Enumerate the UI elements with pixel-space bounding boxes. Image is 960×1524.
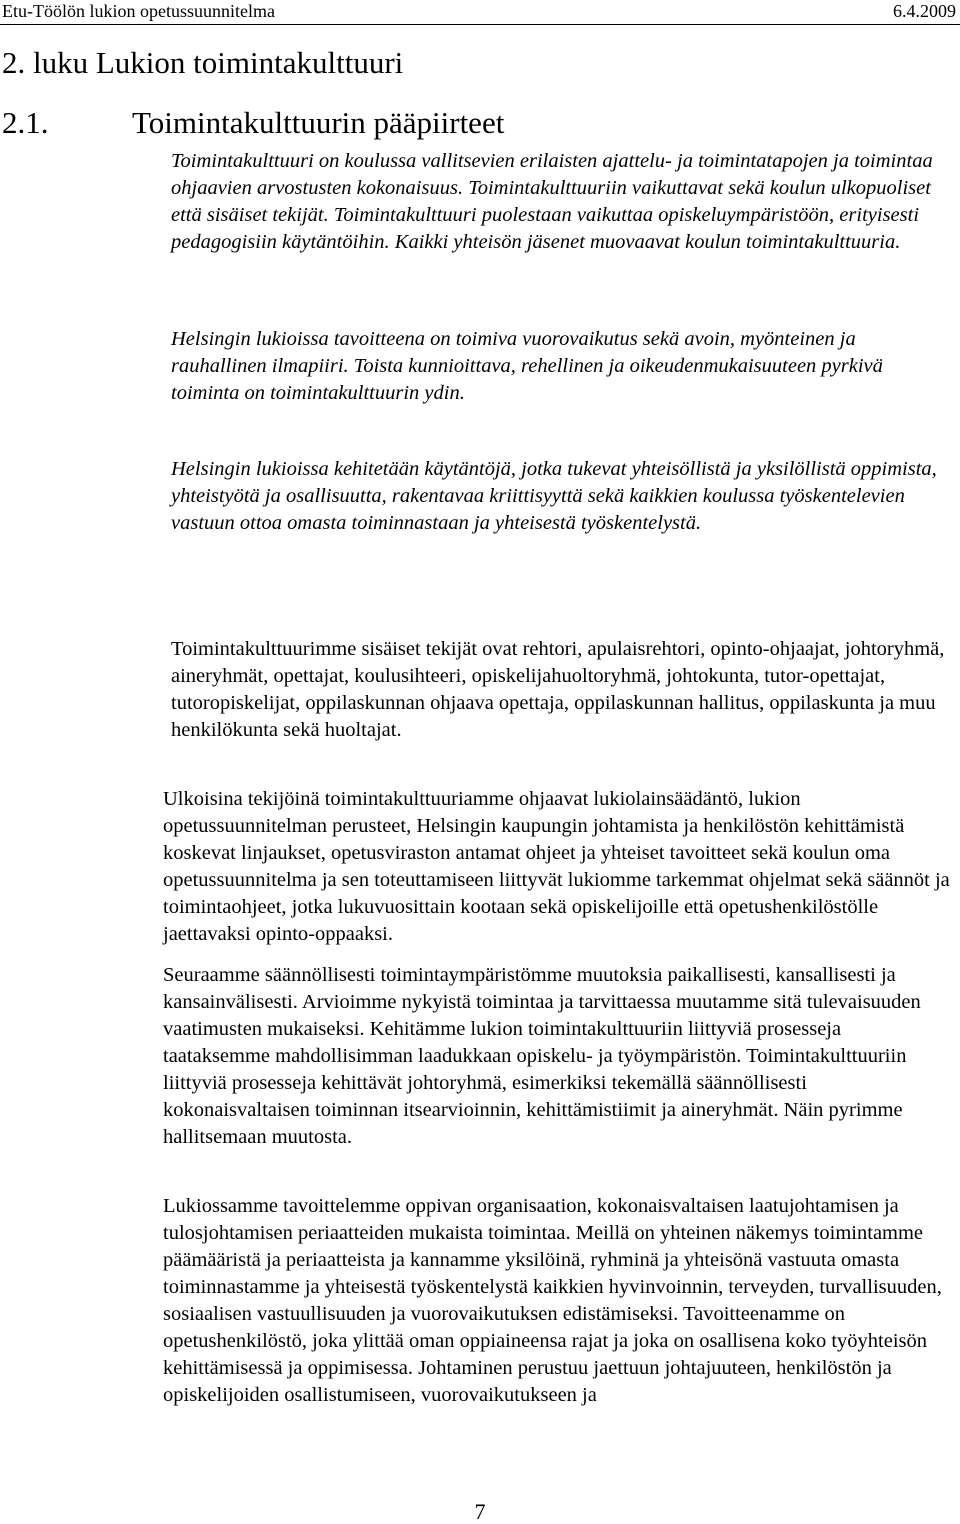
- paragraph-external-factors: Ulkoisina tekijöinä toimintakulttuuriamme ohjaavat lukiolainsäädäntö, lukion opetussuunnitelman perusteet, Helsingin kaupungin johtamista ja henkilöstön kehittämistä koskevat linjaukset, opetusviraston antamat ohjeet ja yhteiset tavoitteet sekä koulun oma opetussuunnitelma ja sen toteuttamiseen liittyvät lukiomme tarkemmat ohjelmat sekä säännöt ja toimintaohjeet, jotka lukuvuosittain kootaan sekä opiskelijoille että opetushenkilöstölle jaettavaksi opinto-oppaaksi.: [163, 788, 950, 945]
- paragraph-internal-factors: Toimintakulttuurimme sisäiset tekijät ovat rehtori, apulaisrehtori, opinto-ohjaajat, johtoryhmä, aineryhmät, opettajat, koulusihteeri, opiskelijahuoltoryhmä, johtokunta, tutor-opettajat, tutoropiskelijat, oppilaskunnan ohjaava opettaja, oppilaskunnan hallitus, oppilaskunta ja muu henkilökunta sekä huoltajat.: [171, 638, 945, 741]
- paragraph-monitoring: Seuraamme säännöllisesti toimintaympäristömme muutoksia paikallisesti, kansallisesti ja kansainvälisesti. Arvioimme nykyistä toimintaa ja tarvittaessa muutamme sitä tulevaisuuden vaatimusten mukaiseksi. Kehitämme lukion toimintakulttuuriin liittyviä prosesseja taataksemme mahdollisimman laadukkaan opiskelu- ja työympäristön. Toimintakulttuuriin liittyviä prosesseja kehittävät johtoryhmä, esimerkiksi tekemällä säännöllisesti kokonaisvaltaisen toiminnan itsearvioinnin, kehittämistiimit ja aineryhmät. Näin pyrimme hallitsemaan muutosta.: [163, 964, 921, 1148]
- document-date: 6.4.2009: [893, 1, 956, 21]
- section-number: 2.1.: [2, 105, 49, 140]
- paragraph-practices: Helsingin lukioissa kehitetään käytäntöjä, jotka tukevat yhteisöllistä ja yksilöllistä oppimista, yhteistyötä ja osallisuutta, rakentavaa kriittisyyttä sekä kaikkien koulussa työskentelevien vastuun ottoa omasta toiminnastaan ja yhteisestä työskentelystä.: [171, 458, 937, 534]
- document-title: Etu-Töölön lukion opetussuunnitelma: [2, 1, 275, 21]
- paragraph-goal: Helsingin lukioissa tavoitteena on toimiva vuorovaikutus sekä avoin, myönteinen ja rauhallinen ilmapiiri. Toista kunnioittava, rehellinen ja oikeudenmukaisuuteen pyrkivä toiminta on toimintakulttuurin ydin.: [171, 328, 883, 404]
- paragraph-definition: Toimintakulttuuri on koulussa vallitsevien erilaisten ajattelu- ja toimintatapojen ja toimintaa ohjaavien arvostusten kokonaisuus. Toimintakulttuuriin vaikuttavat sekä koulun ulkopuoliset että sisäiset tekijät. Toimintakulttuuri puolestaan vaikuttaa opiskeluympäristöön, erityisesti pedagogisiin käytäntöihin. Kaikki yhteisön jäsenet muovaavat koulun toimintakulttuuria.: [171, 150, 933, 253]
- page-header: [0, 0, 960, 25]
- section-title: Toimintakulttuurin pääpiirteet: [132, 105, 505, 140]
- chapter-title: 2. luku Lukion toimintakulttuuri: [2, 45, 404, 80]
- paragraph-organisation: Lukiossamme tavoittelemme oppivan organisaation, kokonaisvaltaisen laatujohtamisen ja tulosjohtamisen periaatteiden mukaista toimintaa. Meillä on yhteinen näkemys toimintamme päämääristä ja periaatteista ja kannamme yksilöinä, ryhminä ja yhteisönä vastuuta omasta toiminnastamme ja yhteisestä työskentelystä kaikkien hyvinvoinnin, terveyden, turvallisuuden, sosiaalisen vastuullisuuden ja vuorovaikutuksen edistämiseksi. Tavoitteenamme on opetushenkilöstö, joka ylittää oman oppiaineensa rajat ja joka on osallisena koko työyhteisön kehittämisessä ja oppimisessa. Johtaminen perustuu jaettuun johtajuuteen, henkilöstön ja opiskelijoiden osallistumiseen, vuorovaikutukseen ja: [163, 1195, 942, 1406]
- page-number: 7: [474, 1499, 486, 1524]
- section-heading: [2, 104, 504, 142]
